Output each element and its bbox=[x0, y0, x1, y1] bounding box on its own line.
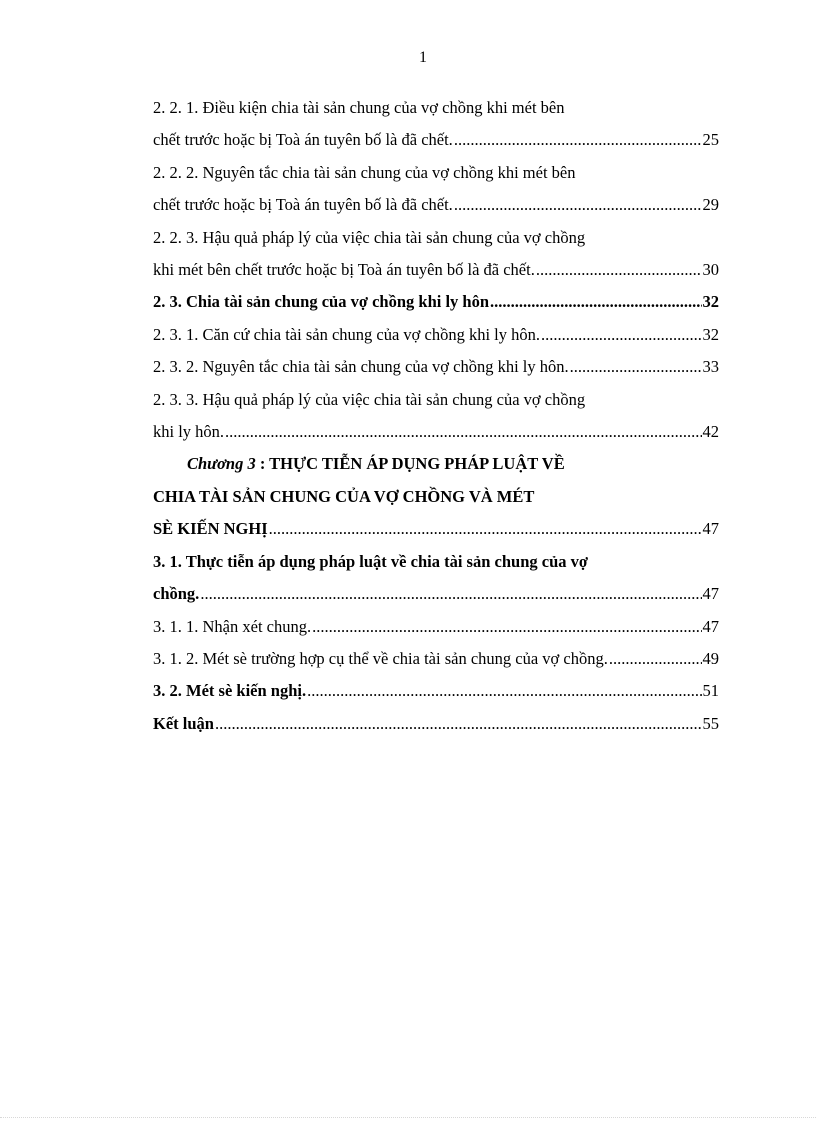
dot-leader bbox=[454, 189, 702, 221]
toc-page-number: 51 bbox=[702, 681, 719, 701]
toc-entry-text: 2. 3. 1. Căn cứ chia tài sản chung của vợ chồng khi ly hôn. bbox=[153, 324, 541, 344]
toc-page-number: 47 bbox=[702, 519, 719, 539]
toc-page-number: 49 bbox=[702, 648, 719, 668]
dot-leader bbox=[536, 254, 702, 286]
toc-entry-text: 3. 2. Mét sè kiến nghị. bbox=[153, 681, 307, 701]
dot-leader bbox=[312, 611, 701, 643]
toc-entry-2-2-1[interactable] bbox=[153, 92, 719, 157]
dot-leader bbox=[609, 643, 702, 675]
toc-page-number: 25 bbox=[702, 130, 719, 150]
toc-entry-text: chồng. bbox=[153, 584, 200, 604]
dot-leader bbox=[490, 286, 701, 318]
toc-page-number: 47 bbox=[702, 616, 719, 636]
toc-entry-text: 2. 3. 2. Nguyên tắc chia tài sản chung của vợ chồng khi ly hôn. bbox=[153, 357, 569, 377]
dot-leader bbox=[225, 416, 701, 448]
toc-entry-text: Kết luận bbox=[153, 713, 214, 733]
dot-leader bbox=[307, 675, 701, 707]
toc-entry-text: 2. 3. Chia tài sản chung của vợ chồng khi ly hôn bbox=[153, 292, 490, 312]
toc-entry-text: chết trước hoặc bị Toà án tuyên bố là đã chết. bbox=[153, 130, 453, 150]
dot-leader bbox=[570, 351, 702, 383]
toc-entry-text: 3. 1. 1. Nhận xét chung. bbox=[153, 616, 312, 636]
toc-entry-text: chết trước hoặc bị Toà án tuyên bố là đã chết. bbox=[153, 195, 453, 215]
table-of-contents bbox=[153, 92, 719, 740]
toc-entry-2-2-3[interactable] bbox=[153, 222, 719, 287]
toc-entry-text: 2. 2. 1. Điều kiện chia tài sản chung của vợ chồng khi mét bên bbox=[153, 98, 565, 117]
toc-entry-3-2[interactable] bbox=[153, 675, 719, 707]
toc-entry-text: 3. 1. Thực tiễn áp dụng pháp luật về chia tài sản chung của vợ bbox=[153, 551, 589, 571]
toc-page-number: 42 bbox=[702, 422, 719, 442]
toc-entry-text: 3. 1. 2. Mét sè trường hợp cụ thể về chia tài sản chung của vợ chồng. bbox=[153, 648, 608, 668]
toc-entry-2-3-2[interactable] bbox=[153, 351, 719, 383]
dot-leader bbox=[200, 578, 701, 610]
toc-entry-3-1-1[interactable] bbox=[153, 611, 719, 643]
dot-leader bbox=[454, 124, 702, 156]
toc-entry-ket-luan[interactable] bbox=[153, 708, 719, 740]
toc-entry-2-3-3[interactable] bbox=[153, 384, 719, 449]
toc-page-number: 32 bbox=[702, 324, 719, 344]
toc-entry-3-1-2[interactable] bbox=[153, 643, 719, 675]
toc-entry-text: khi ly hôn. bbox=[153, 422, 225, 442]
dot-leader bbox=[269, 513, 702, 545]
page-bottom-edge bbox=[0, 1117, 816, 1118]
toc-entry-2-3[interactable] bbox=[153, 286, 719, 318]
dot-leader bbox=[215, 708, 702, 740]
toc-entry-text: 2. 2. 2. Nguyên tắc chia tài sản chung của vợ chồng khi mét bên bbox=[153, 162, 576, 182]
toc-page-number: 30 bbox=[702, 260, 719, 280]
toc-entry-text: : THỰC TIỄN ÁP DỤNG PHÁP LUẬT VỀ bbox=[255, 454, 565, 474]
toc-entry-text: SÈ KIẾN NGHỊ bbox=[153, 519, 268, 539]
toc-page-number: 32 bbox=[702, 292, 719, 312]
toc-entry-chapter-3[interactable] bbox=[153, 448, 719, 545]
toc-entry-text: 2. 2. 3. Hậu quả pháp lý của việc chia tài sản chung của vợ chồng bbox=[153, 227, 586, 247]
toc-page-number: 33 bbox=[702, 357, 719, 377]
toc-entry-text: CHIA TÀI SẢN CHUNG CỦA VỢ CHỒNG VÀ MÉT bbox=[153, 486, 535, 506]
toc-entry-2-3-1[interactable] bbox=[153, 319, 719, 351]
toc-page-number: 55 bbox=[702, 713, 719, 733]
toc-entry-3-1[interactable] bbox=[153, 546, 719, 611]
dot-leader bbox=[541, 319, 701, 351]
chapter-label: Chương 3 bbox=[187, 454, 256, 474]
toc-entry-text: khi mét bên chết trước hoặc bị Toà án tuyên bố là đã chết. bbox=[153, 260, 535, 280]
toc-page-number: 47 bbox=[702, 584, 719, 604]
page-number: 1 bbox=[419, 49, 427, 66]
toc-entry-2-2-2[interactable] bbox=[153, 157, 719, 222]
toc-page-number: 29 bbox=[702, 195, 719, 215]
toc-entry-text: 2. 3. 3. Hậu quả pháp lý của việc chia tài sản chung của vợ chồng bbox=[153, 389, 586, 409]
